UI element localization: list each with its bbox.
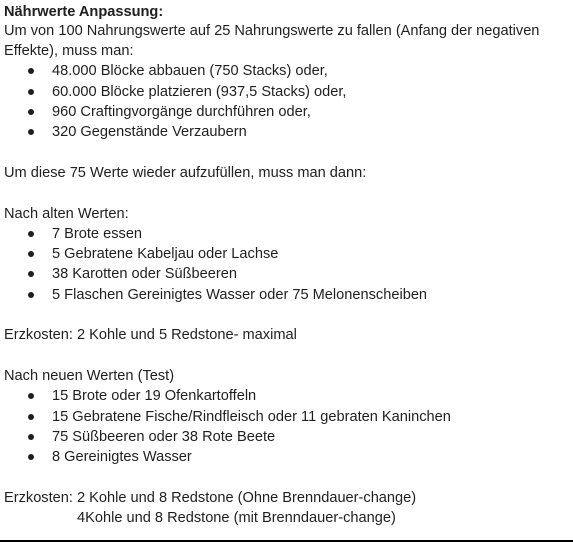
bullet-icon xyxy=(28,393,34,399)
bullet-icon xyxy=(28,109,34,115)
bullet-icon xyxy=(28,414,34,420)
spacer xyxy=(4,183,570,203)
old-values-title: Nach alten Werten: xyxy=(4,205,129,222)
new-values-list xyxy=(4,386,570,467)
document-heading: Nährwerte Anpassung: xyxy=(4,4,164,20)
spacer xyxy=(4,143,570,163)
new-values-title: Nach neuen Werten (Test) xyxy=(4,367,175,384)
bullet-icon xyxy=(28,68,34,74)
spacer xyxy=(4,346,570,366)
bullet-icon xyxy=(28,292,34,298)
drain-list xyxy=(4,61,570,142)
bullet-icon xyxy=(28,251,34,257)
new-cost-line-1: Erzkosten: 2 Kohle und 8 Redstone (Ohne Brenndauer-change) xyxy=(4,489,417,506)
bullet-icon xyxy=(28,454,34,460)
list-item: 75 Süßbeeren oder 38 Rote Beete xyxy=(4,427,570,447)
document-body xyxy=(4,2,570,528)
list-item: 15 Gebratene Fische/Rindfleisch oder 11 gebraten Kaninchen xyxy=(4,407,570,427)
bullet-icon xyxy=(28,89,34,95)
list-item: 5 Gebratene Kabeljau oder Lachse xyxy=(4,244,570,264)
list-item: 5 Flaschen Gereinigtes Wasser oder 75 Melonenscheiben xyxy=(4,285,570,305)
old-values-list xyxy=(4,224,570,305)
spacer xyxy=(4,467,570,487)
bullet-icon xyxy=(28,129,34,135)
list-item: 7 Brote essen xyxy=(4,224,570,244)
list-item: 960 Craftingvorgänge durchführen oder, xyxy=(4,102,570,122)
list-item: 8 Gereinigtes Wasser xyxy=(4,447,570,467)
list-item: 320 Gegenstände Verzaubern xyxy=(4,122,570,142)
refill-intro: Um diese 75 Werte wieder aufzufüllen, muss man dann: xyxy=(4,164,367,181)
spacer xyxy=(4,305,570,325)
bullet-icon xyxy=(28,271,34,277)
bullet-icon xyxy=(28,434,34,440)
new-cost-line-2: 4Kohle und 8 Redstone (mit Brenndauer-change) xyxy=(77,510,396,527)
intro-paragraph: Um von 100 Nahrungswerte auf 25 Nahrungswerte zu fallen (Anfang der negativen Effekte), muss man: xyxy=(4,23,540,59)
bullet-icon xyxy=(28,231,34,237)
list-item: 15 Brote oder 19 Ofenkartoffeln xyxy=(4,386,570,406)
list-item: 38 Karotten oder Süßbeeren xyxy=(4,264,570,284)
list-item: 60.000 Blöcke platzieren (937,5 Stacks) oder, xyxy=(4,82,570,102)
list-item: 48.000 Blöcke abbauen (750 Stacks) oder, xyxy=(4,61,570,81)
old-cost: Erzkosten: 2 Kohle und 5 Redstone- maximal xyxy=(4,327,297,344)
